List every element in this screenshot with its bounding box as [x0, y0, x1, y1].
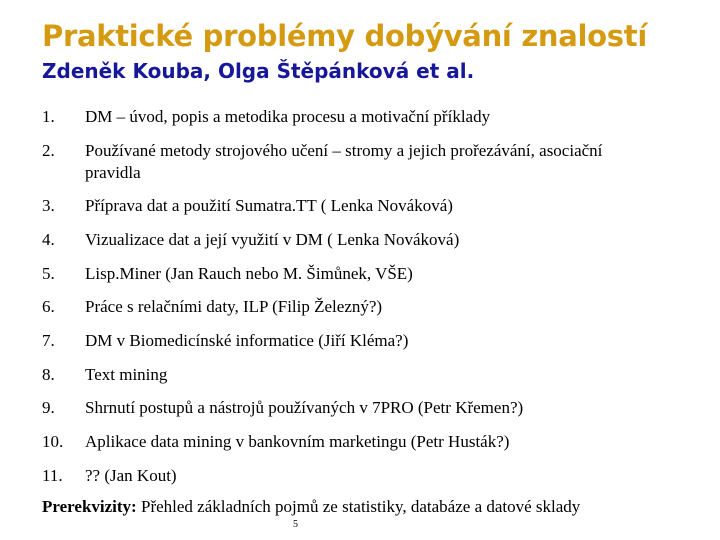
item-number: 9.: [42, 398, 55, 417]
item-number: 1.: [42, 107, 55, 126]
slide-subtitle: Zdeněk Kouba, Olga Štěpánková et al.: [42, 59, 475, 83]
item-number: 8.: [42, 365, 55, 384]
item-text: Shrnutí postupů a nástrojů používaných v 7PRO (Petr Křemen?): [85, 398, 524, 417]
item-text: DM – úvod, popis a metodika procesu a motivační příklady: [85, 107, 491, 126]
item-number: 11.: [42, 466, 63, 485]
item-text: ?? (Jan Kout): [85, 466, 177, 485]
item-text: Příprava dat a použití Sumatra.TT ( Lenka Nováková): [85, 196, 453, 215]
prerequisites: [42, 496, 712, 518]
item-text: Lisp.Miner (Jan Rauch nebo M. Šimůnek, VŠE): [85, 264, 413, 283]
item-number: 10.: [42, 432, 64, 451]
item-number: 3.: [42, 196, 55, 215]
item-text: Používané metody strojového učení – stromy a jejich prořezávání, asociační pravidla: [85, 141, 603, 182]
page-number: 5: [293, 519, 298, 530]
prerequisites-label: Prerekvizity:: [42, 497, 137, 516]
item-number: 4.: [42, 230, 55, 249]
item-number: 2.: [42, 141, 55, 160]
item-text: Práce s relačními daty, ILP (Filip Železný?): [85, 297, 383, 316]
prerequisites-text: Přehled základních pojmů ze statistiky, databáze a datové sklady: [136, 497, 581, 516]
item-number: 6.: [42, 297, 55, 316]
item-text: Aplikace data mining v bankovním marketingu (Petr Husták?): [85, 432, 510, 451]
item-text: Vizualizace dat a její využití v DM ( Lenka Nováková): [85, 230, 460, 249]
slide-title: Praktické problémy dobývání znalostí: [42, 19, 647, 53]
item-text: DM v Biomedicínské informatice (Jiří Kléma?): [85, 331, 409, 350]
item-number: 7.: [42, 331, 55, 350]
item-text: Text mining: [85, 365, 168, 384]
item-number: 5.: [42, 264, 55, 283]
